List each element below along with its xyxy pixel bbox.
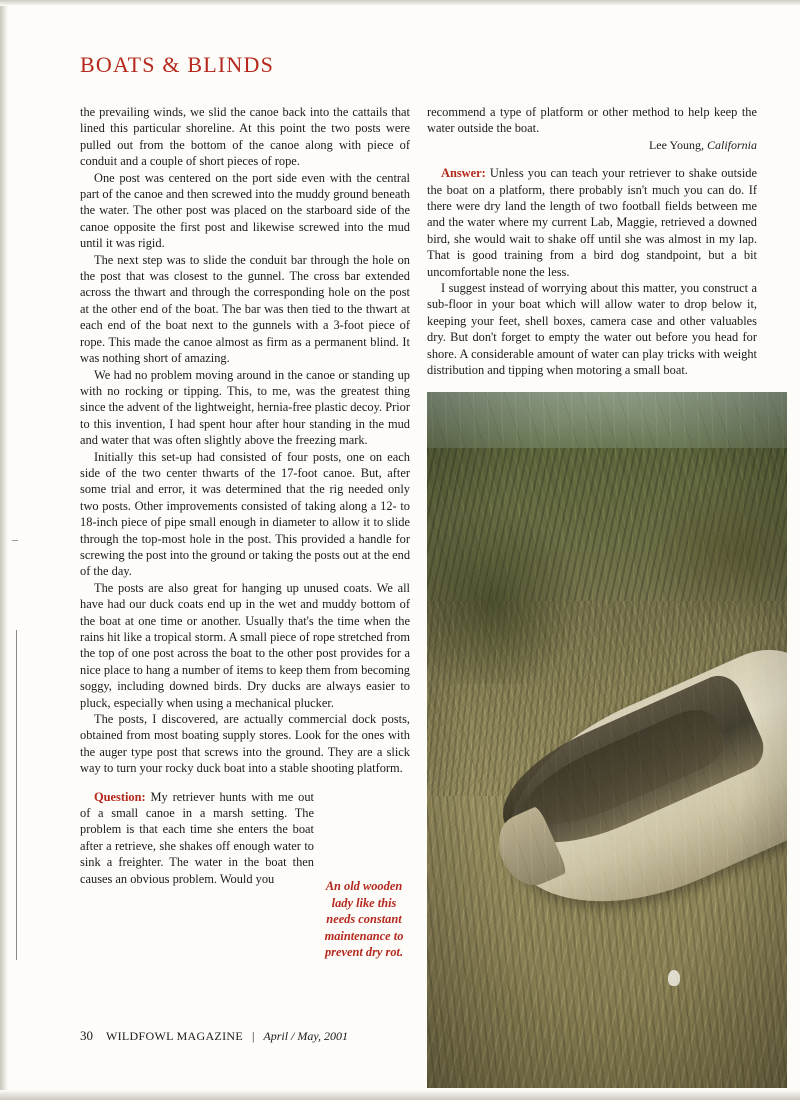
- answer-label: Answer:: [441, 166, 486, 181]
- paragraph: We had no problem moving around in the canoe or standing up with no rocking or tipping. This, to me, was the greatest thing since the advent of the lightweight, hernia-free plastic decoy. Prior to this invention, I had spent hour after hour standing in the mud and water that was often slightly above the freezing mark.: [80, 367, 410, 448]
- pullquote: An old wooden lady like this needs constant maintenance to prevent dry rot.: [324, 879, 404, 959]
- paragraph: The next step was to slide the conduit bar through the hole on the post that was closest to the gunnel. The cross bar extended across the thwart and through the corresponding hole on the post at the other end of the boat. The bar was then tied to the thwart at each end of the boat next to the gunnels with a 3-foot piece of rope. This made the canoe almost as firm as a permanent blind. It was nothing short of amazing.: [80, 252, 410, 366]
- issue-date: April / May, 2001: [263, 1029, 349, 1043]
- spine-tick: [12, 540, 18, 541]
- paragraph: recommend a type of platform or other method to help keep the water outside the boat.: [427, 105, 757, 136]
- paragraph: The posts, I discovered, are actually commercial dock posts, obtained from most boating supply stores. Look for the ones with the auger type post that screws into the ground. They are a slick way to turn your rocky duck boat into a stable shooting platform.: [80, 712, 410, 776]
- byline-name: Lee Young,: [648, 137, 704, 152]
- question-text: My retriever hunts with me out of a small canoe in a marsh setting. The problem is that each time she enters the boat after a retrieve, she shakes off enough water to sink a freighter. The water in the boat then causes an obvious problem. Would you: [80, 789, 314, 886]
- scan-edge-top: [0, 0, 800, 6]
- canoe-photograph: [427, 392, 787, 1088]
- paragraph: the prevailing winds, we slid the canoe back into the cattails that lined this particular shoreline. At this point the two posts were pulled out from the bottom of the canoe along with piece of conduit and a couple of short pieces of rope.: [80, 105, 410, 169]
- spine-mark: [16, 630, 17, 960]
- photo-grain: [427, 392, 787, 1088]
- scan-edge-left: [0, 0, 8, 1100]
- question-label: Question:: [94, 789, 146, 804]
- question-block: [80, 789, 410, 887]
- answer-block: [427, 165, 757, 280]
- paragraph: Initially this set-up had consisted of four posts, one on each side of the two center thwarts of the 17-foot canoe. But, after some trial and error, it was determined that the rig needed only two posts. Other improvements consisted of taking along a 12- to 18-inch piece of pipe small enough in diameter to allow it to slide through the top-most hole in the post. This provided a handle for screwing the post into the ground or taking the posts out at the end of the day.: [80, 449, 411, 579]
- paragraph: One post was centered on the port side even with the central part of the canoe and then screwed into the muddy ground beneath the water. The other post was placed on the starboard side of the canoe opposite the first post and likewise screwed into the mud until it was rigid.: [80, 170, 410, 251]
- page-number: 30: [80, 1028, 93, 1043]
- section-header: BOATS & BLINDS: [80, 52, 275, 77]
- right-text-column: [427, 104, 757, 379]
- magazine-name: WILDFOWL MAGAZINE: [106, 1029, 243, 1043]
- answer-text: Unless you can teach your retriever to shake outside the boat on a platform, there probably isn't much you can do. If there were dry land the length of two football fields between me and the water where my current Lab, Maggie, retrieved a downed bird, she would wait to shake off until she was almost in my lap. That is good training from a bird dog standpoint, but a bit uncomfortable none the less.: [427, 166, 757, 279]
- paragraph: I suggest instead of worrying about this matter, you construct a sub-floor in your boat which will allow water to drop below it, keeping your feet, shell boxes, camera case and other valuables dry. But don't forget to empty the water out before you head for shore. A considerable amount of water can play tricks with weight distribution and tipping when motoring a small boat.: [427, 281, 757, 378]
- byline-place: California: [706, 137, 757, 152]
- scan-edge-bottom: [0, 1090, 800, 1100]
- page-footer: [80, 1028, 348, 1044]
- left-text-column: [80, 104, 410, 907]
- footer-separator: |: [251, 1029, 255, 1043]
- paragraph: The posts are also great for hanging up unused coats. We all have had our duck coats end up in the wet and muddy bottom of the boat at one time or another. Usually that's the time when the rains hit like a tropical storm. A small piece of rope stretched from the top of one post across the boat to the other post provides for a nice place to hang a number of items to keep them from becoming soggy, including downed birds. Dry ducks are always easier to pluck, especially when using a mechanical plucker.: [80, 580, 410, 710]
- byline: [427, 137, 757, 153]
